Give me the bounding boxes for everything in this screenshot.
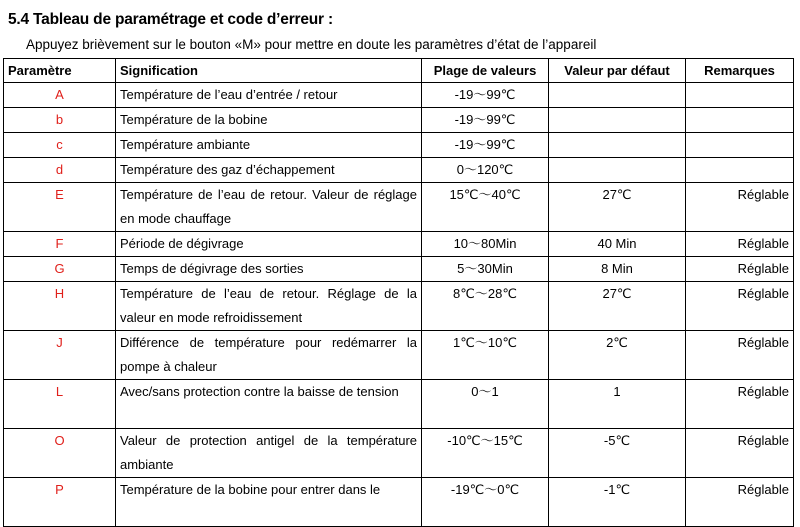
range-cell: -19～99℃ bbox=[422, 133, 549, 158]
default-value-cell: -1℃ bbox=[549, 478, 686, 527]
parameter-code: P bbox=[4, 478, 116, 527]
meaning-cell: Température de l’eau d’entrée / retour bbox=[116, 83, 422, 108]
parameter-code: c bbox=[4, 133, 116, 158]
table-row bbox=[4, 232, 794, 257]
default-value-cell: 27℃ bbox=[549, 282, 686, 331]
default-value-cell: 2℃ bbox=[549, 331, 686, 380]
header-parameter: Paramètre bbox=[4, 59, 116, 83]
intro-text: Appuyez brièvement sur le bouton «M» pour mettre en doute les paramètres d’état de l’appareil bbox=[26, 37, 597, 52]
default-value-cell: 27℃ bbox=[549, 183, 686, 232]
parameter-code: b bbox=[4, 108, 116, 133]
header-meaning: Signification bbox=[116, 59, 422, 83]
meaning-cell: Période de dégivrage bbox=[116, 232, 422, 257]
remarks-cell: Réglable bbox=[686, 478, 794, 527]
parameter-code: A bbox=[4, 83, 116, 108]
table-row bbox=[4, 478, 794, 527]
table-row bbox=[4, 133, 794, 158]
parameter-code: H bbox=[4, 282, 116, 331]
parameter-code: L bbox=[4, 380, 116, 429]
remarks-cell bbox=[686, 83, 794, 108]
remarks-cell: Réglable bbox=[686, 429, 794, 478]
parameter-table bbox=[3, 58, 794, 527]
table-row bbox=[4, 331, 794, 380]
meaning-cell: Température de la bobine pour entrer dans le bbox=[116, 478, 422, 527]
range-cell: 1℃～10℃ bbox=[422, 331, 549, 380]
range-cell: -19～99℃ bbox=[422, 83, 549, 108]
range-cell: 15℃～40℃ bbox=[422, 183, 549, 232]
remarks-cell bbox=[686, 108, 794, 133]
meaning-cell: Différence de température pour redémarrer la pompe à chaleur bbox=[116, 331, 422, 380]
meaning-cell: Température des gaz d’échappement bbox=[116, 158, 422, 183]
range-cell: -19～99℃ bbox=[422, 108, 549, 133]
table-row bbox=[4, 380, 794, 429]
range-cell: 10～80Min bbox=[422, 232, 549, 257]
default-value-cell: -5℃ bbox=[549, 429, 686, 478]
parameter-code: F bbox=[4, 232, 116, 257]
parameter-code: G bbox=[4, 257, 116, 282]
remarks-cell: Réglable bbox=[686, 282, 794, 331]
default-value-cell: 1 bbox=[549, 380, 686, 429]
default-value-cell bbox=[549, 108, 686, 133]
range-cell: 0～1 bbox=[422, 380, 549, 429]
default-value-cell: 40 Min bbox=[549, 232, 686, 257]
meaning-cell: Température de l’eau de retour. Valeur de réglage en mode chauffage bbox=[116, 183, 422, 232]
remarks-cell bbox=[686, 133, 794, 158]
remarks-cell bbox=[686, 158, 794, 183]
range-cell: -10℃～15℃ bbox=[422, 429, 549, 478]
header-range: Plage de valeurs bbox=[422, 59, 549, 83]
meaning-cell: Valeur de protection antigel de la température ambiante bbox=[116, 429, 422, 478]
range-cell: 5～30Min bbox=[422, 257, 549, 282]
table-row bbox=[4, 158, 794, 183]
remarks-cell: Réglable bbox=[686, 183, 794, 232]
default-value-cell bbox=[549, 133, 686, 158]
header-default: Valeur par défaut bbox=[549, 59, 686, 83]
range-cell: -19℃～0℃ bbox=[422, 478, 549, 527]
meaning-cell: Temps de dégivrage des sorties bbox=[116, 257, 422, 282]
range-cell: 0～120℃ bbox=[422, 158, 549, 183]
remarks-cell: Réglable bbox=[686, 232, 794, 257]
parameter-code: E bbox=[4, 183, 116, 232]
parameter-code: O bbox=[4, 429, 116, 478]
table-row bbox=[4, 429, 794, 478]
table-row bbox=[4, 108, 794, 133]
default-value-cell bbox=[549, 83, 686, 108]
section-title: 5.4 Tableau de paramétrage et code d’erreur : bbox=[8, 11, 333, 28]
table-row bbox=[4, 282, 794, 331]
remarks-cell: Réglable bbox=[686, 257, 794, 282]
table-row bbox=[4, 257, 794, 282]
table-row bbox=[4, 83, 794, 108]
table-row bbox=[4, 183, 794, 232]
meaning-cell: Température de l’eau de retour. Réglage de la valeur en mode refroidissement bbox=[116, 282, 422, 331]
default-value-cell bbox=[549, 158, 686, 183]
meaning-cell: Avec/sans protection contre la baisse de tension bbox=[116, 380, 422, 429]
remarks-cell: Réglable bbox=[686, 331, 794, 380]
remarks-cell: Réglable bbox=[686, 380, 794, 429]
header-remarks: Remarques bbox=[686, 59, 794, 83]
meaning-cell: Température ambiante bbox=[116, 133, 422, 158]
table-header-row bbox=[4, 59, 794, 83]
meaning-cell: Température de la bobine bbox=[116, 108, 422, 133]
range-cell: 8℃～28℃ bbox=[422, 282, 549, 331]
parameter-code: J bbox=[4, 331, 116, 380]
default-value-cell: 8 Min bbox=[549, 257, 686, 282]
parameter-code: d bbox=[4, 158, 116, 183]
